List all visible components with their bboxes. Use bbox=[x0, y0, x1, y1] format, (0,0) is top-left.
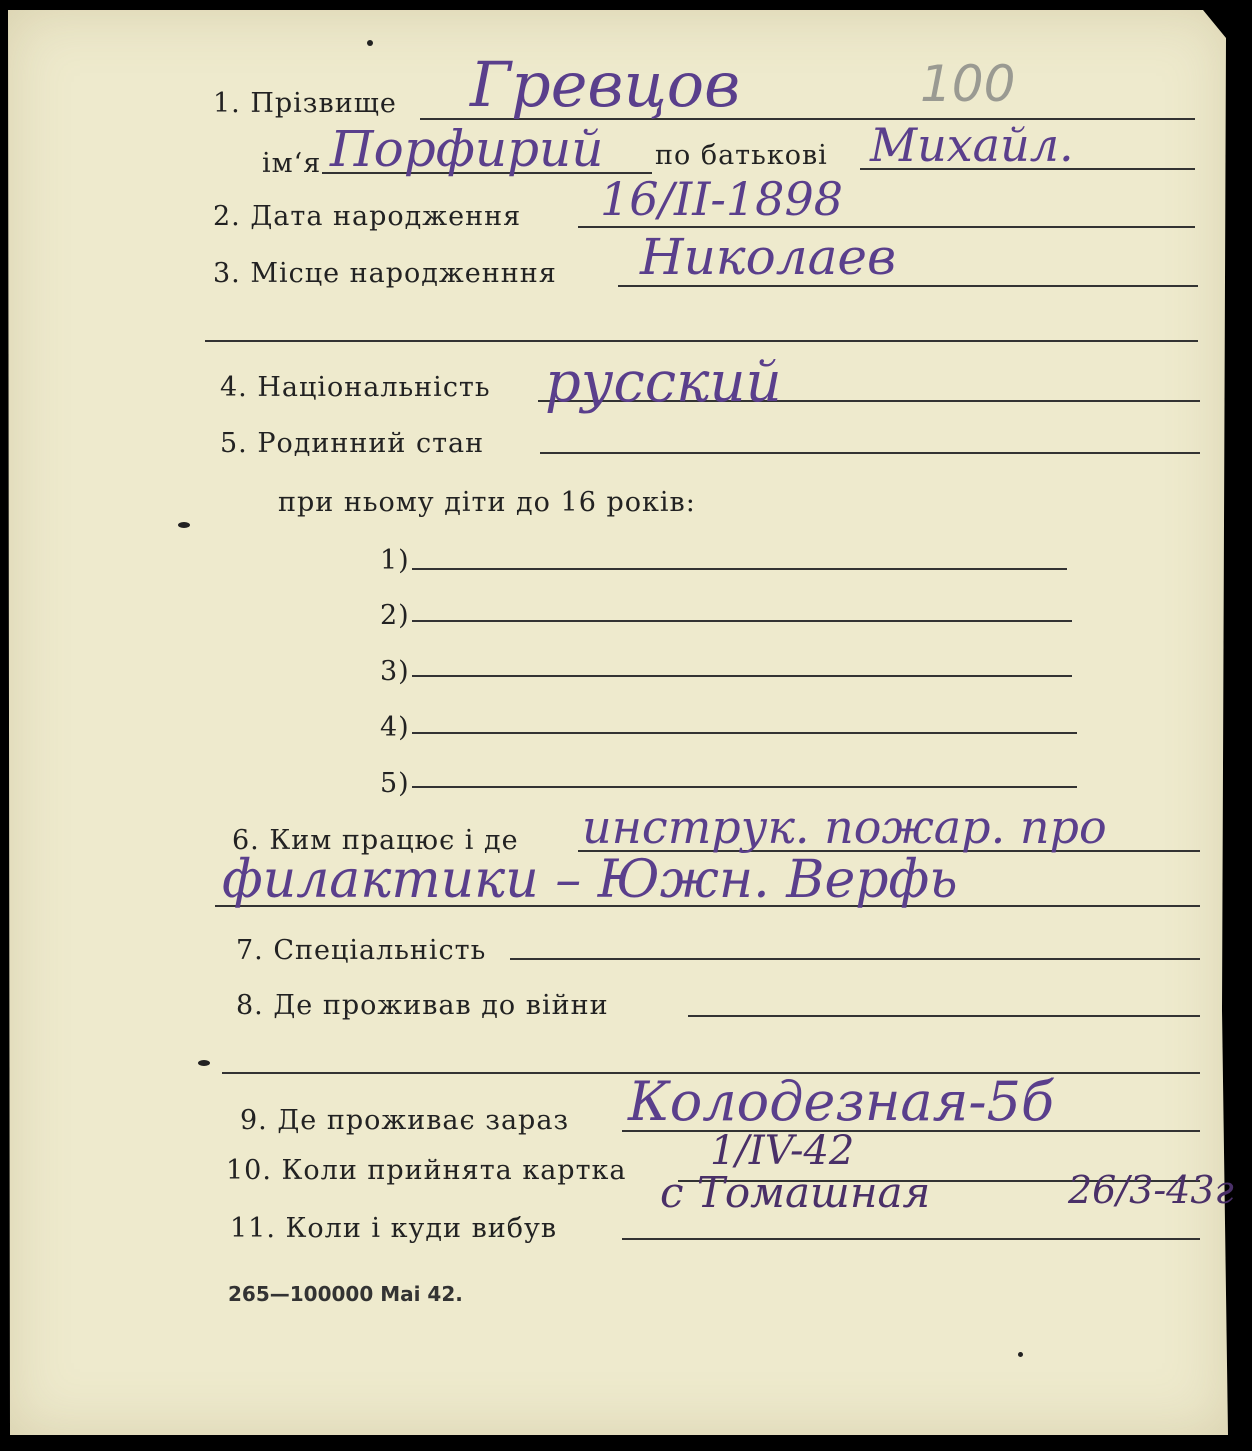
child-3-line bbox=[412, 675, 1072, 677]
birth-place-line-2 bbox=[205, 340, 1198, 342]
family-status-line bbox=[540, 452, 1200, 454]
punch-mark bbox=[178, 522, 190, 528]
child-5-line bbox=[412, 786, 1077, 788]
birth-place-label: 3. Місце народженння bbox=[213, 258, 557, 289]
child-4-line bbox=[412, 732, 1077, 734]
child-4-label: 4) bbox=[380, 712, 410, 743]
pencil-number: 100 bbox=[920, 55, 1016, 113]
work-label: 6. Ким працює і де bbox=[232, 825, 519, 856]
departure-line bbox=[622, 1238, 1200, 1240]
birth-date-label: 2. Дата народження bbox=[213, 201, 522, 232]
child-1-label: 1) bbox=[380, 545, 410, 576]
print-footer: 265—100000 Маі 42. bbox=[228, 1282, 463, 1306]
nationality-label: 4. Національність bbox=[220, 372, 491, 403]
patronymic-handwriting: Михайл. bbox=[870, 118, 1074, 172]
child-2-line bbox=[412, 620, 1072, 622]
specialty-label: 7. Спеціальність bbox=[236, 935, 487, 966]
first-name-handwriting: Порфирий bbox=[330, 120, 604, 178]
child-5-label: 5) bbox=[380, 768, 410, 799]
departure-date-handwriting: 26/3-43г bbox=[1068, 1168, 1234, 1212]
departure-handwriting: с Томашная bbox=[660, 1168, 931, 1217]
card-accepted-label: 10. Коли прийнята картка bbox=[226, 1155, 627, 1186]
surname-handwriting: Гревцов bbox=[470, 48, 741, 121]
nationality-handwriting: русский bbox=[545, 350, 782, 415]
small-mark bbox=[1018, 1352, 1023, 1357]
birth-date-handwriting: 16/II-1898 bbox=[600, 172, 843, 226]
child-3-label: 3) bbox=[380, 656, 410, 687]
child-2-label: 2) bbox=[380, 600, 410, 631]
surname-label: 1. Прізвище bbox=[213, 88, 397, 119]
card-accepted-handwriting: 1/IV-42 bbox=[710, 1128, 855, 1174]
print-dot bbox=[367, 40, 373, 46]
name-label: ім‘я bbox=[262, 148, 322, 179]
children-label: при ньому діти до 16 років: bbox=[278, 487, 696, 518]
child-1-line bbox=[412, 568, 1067, 570]
punch-mark-2 bbox=[198, 1060, 210, 1066]
departure-label: 11. Коли і куди вибув bbox=[230, 1213, 558, 1244]
current-residence-handwriting: Колодезная-5б bbox=[628, 1070, 1054, 1133]
prewar-residence-line bbox=[688, 1015, 1200, 1017]
family-status-label: 5. Родинний стан bbox=[220, 428, 485, 459]
patronymic-label: по батькові bbox=[655, 140, 828, 171]
work-handwriting-2: филактики – Южн. Верфь bbox=[222, 850, 958, 910]
specialty-line bbox=[510, 958, 1200, 960]
prewar-residence-label: 8. Де проживав до війни bbox=[236, 990, 609, 1021]
current-residence-label: 9. Де проживає зараз bbox=[240, 1105, 570, 1136]
work-handwriting-1: инструк. пожар. про bbox=[582, 800, 1107, 854]
birth-place-handwriting: Николаев bbox=[640, 228, 897, 286]
